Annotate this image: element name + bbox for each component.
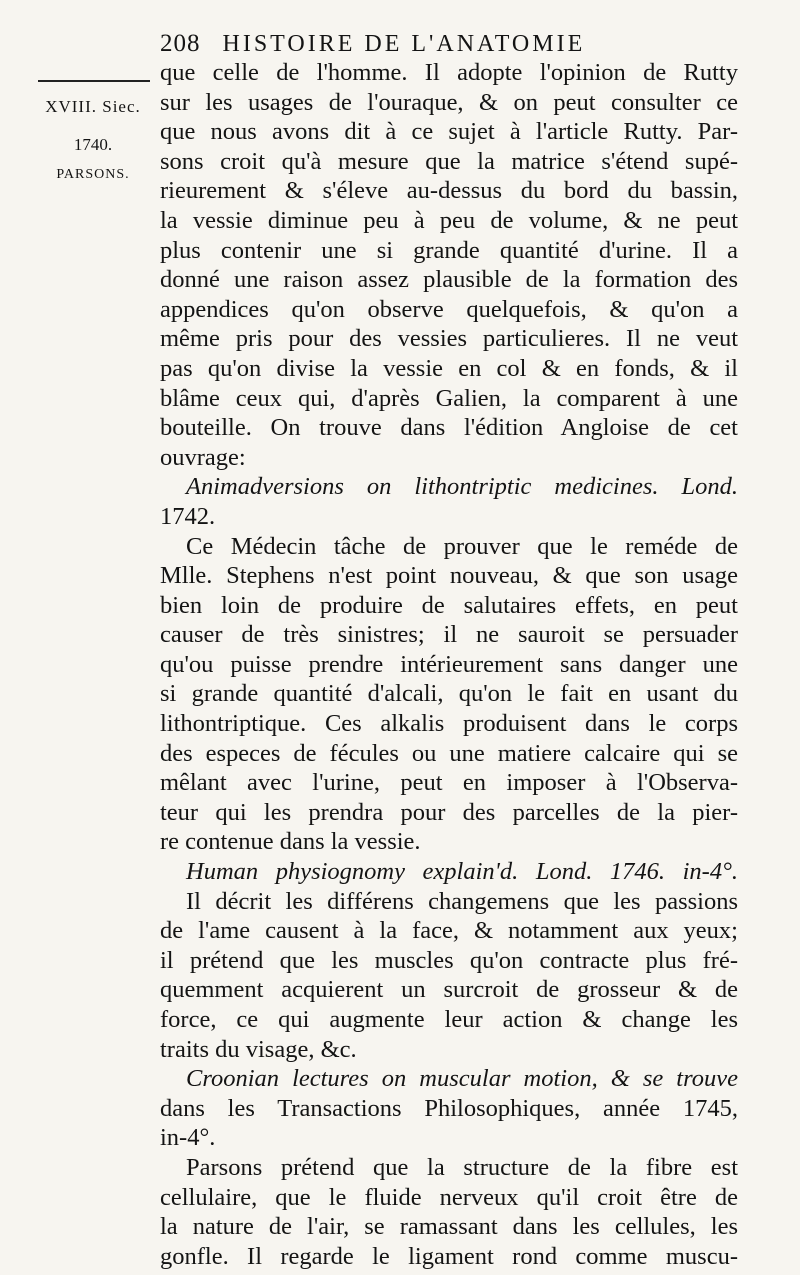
text-line: teur qui les prendra pour des parcelles de la pier-	[160, 798, 738, 826]
text-line: causer de très sinistres; il ne sauroit se persuader	[160, 621, 738, 649]
text-line: appendices qu'on observe quelquefois, & qu'on a	[160, 295, 738, 323]
text-line: la vessie diminue peu à peu de volume, & ne peut	[160, 206, 738, 234]
text-line: que celle de l'homme. Il adopte l'opinion de Rutty	[160, 59, 738, 86]
text-line: plus contenir une si grande quantité d'urine. Il a	[160, 236, 738, 264]
text-line: Ce Médecin tâche de prouver que le reméde de	[186, 532, 738, 560]
text-line: de l'ame causent à la face, & notamment aux yeux;	[160, 917, 738, 945]
text-line: même pris pour des vessies particulieres. Il ne veut	[160, 325, 738, 353]
text-line: Il décrit les différens changemens que les passions	[186, 887, 738, 915]
text-line: re contenue dans la vessie.	[160, 828, 421, 856]
margin-name: PARSONS.	[56, 167, 130, 182]
text-line: bouteille. On trouve dans l'édition Angloise de cet	[160, 414, 738, 442]
text-line: des especes de fécules ou une matiere calcaire qui se	[160, 739, 738, 767]
text-line: sur les usages de l'ouraque, & on peut consulter ce	[160, 88, 738, 116]
text-line: force, ce qui augmente leur action & change les	[160, 1006, 738, 1033]
margin-rule	[38, 80, 150, 82]
text-line: donné une raison assez plausible de la formation des	[160, 266, 738, 294]
margin-century: XVIII. Siec.	[45, 97, 141, 116]
text-line: lithontriptique. Ces alkalis produisent dans le corps	[160, 710, 738, 738]
text-line: rieurement & s'éleve au-dessus du bord du bassin,	[160, 177, 738, 205]
text-line: Mlle. Stephens n'est point nouveau, & que son usage	[160, 562, 738, 590]
running-head: HISTOIRE DE L'ANATOMIE	[222, 31, 586, 57]
text-line: Animadversions on lithontriptic medicines. Lond.	[186, 473, 738, 501]
text-line: dans les Transactions Philosophiques, année 1745,	[160, 1094, 738, 1122]
text-line: blâme ceux qui, d'après Galien, la comparent à une	[160, 384, 738, 412]
text-line: Human physiognomy explain'd. Lond. 1746. in-4°.	[186, 858, 738, 886]
text-line: qu'ou puisse prendre intérieurement sans danger une	[160, 650, 738, 678]
text-line: la nature de l'air, se ramassant dans les cellules, les	[160, 1213, 738, 1241]
text-line: quemment acquierent un surcroit de grosseur & de	[160, 976, 738, 1004]
text-line: que nous avons dit à ce sujet à l'article Rutty. Par-	[160, 118, 738, 146]
page-number: 208	[160, 30, 201, 57]
text-line: traits du visage, &c.	[160, 1035, 357, 1063]
text-line: gonfle. Il regarde le ligament rond comme muscu-	[160, 1242, 738, 1270]
text-line: cellulaire, que le fluide nerveux qu'il croit être de	[160, 1183, 738, 1211]
margin-notes	[28, 92, 158, 190]
text-line: Croonian lectures on muscular motion, & se trouve	[186, 1065, 738, 1093]
margin-year: 1740.	[73, 135, 113, 154]
text-line: pas qu'on divise la vessie en col & en fonds, & il	[160, 354, 738, 382]
text-line: il prétend que les muscles qu'on contracte plus fré-	[160, 946, 738, 974]
body-text	[160, 58, 738, 1271]
text-line: Parsons prétend que la structure de la fibre est	[186, 1153, 738, 1181]
text-line: 1742.	[160, 502, 216, 530]
text-line: sons croit qu'à mesure que la matrice s'étend supé-	[160, 147, 738, 175]
text-line: in-4°.	[160, 1124, 216, 1152]
text-line: si grande quantité d'alcali, qu'on le fait en usant du	[160, 680, 738, 708]
text-line: bien loin de produire de salutaires effets, en peut	[160, 591, 738, 619]
text-line: mêlant avec l'urine, peut en imposer à l'Observa-	[160, 769, 738, 797]
text-line: ouvrage:	[160, 443, 246, 471]
